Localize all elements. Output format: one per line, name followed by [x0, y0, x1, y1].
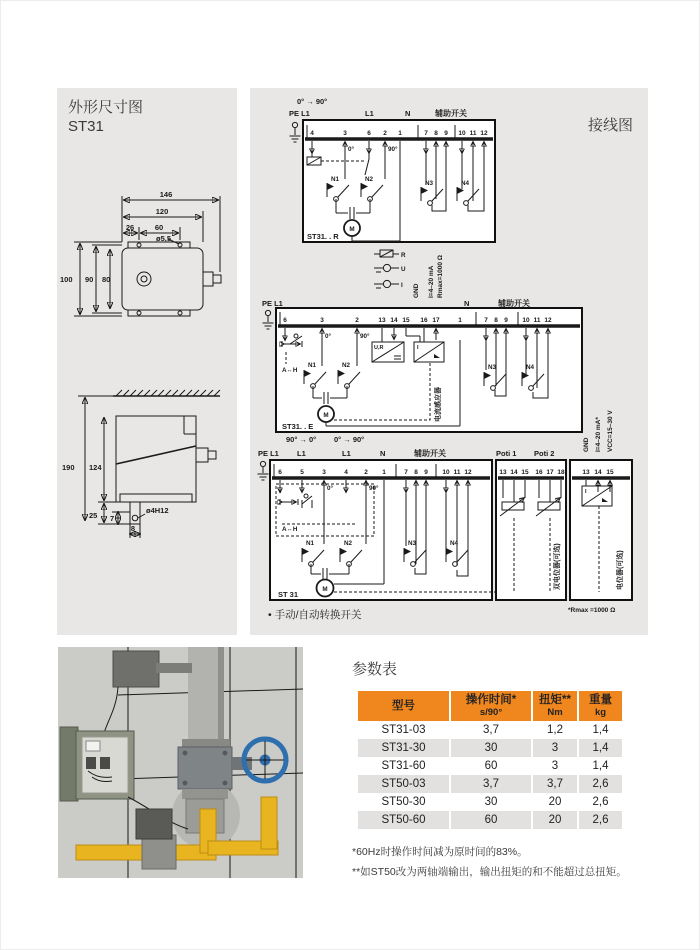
svg-text:8: 8	[494, 317, 498, 324]
d2-rmax-label: Rmax=1000 Ω	[437, 255, 444, 298]
d3-poti2-label: Poti 2	[534, 449, 555, 458]
table-row: ST50-60 60 20 2,6	[358, 811, 622, 829]
col-operating-time: 操作时间* s/90°	[450, 691, 532, 721]
svg-text:13: 13	[378, 317, 386, 324]
footnote-2: **如ST50改为两轴端输出，输出扭矩的和不能超过总扭矩。	[352, 866, 627, 878]
svg-text:16: 16	[535, 469, 543, 476]
d3-gnd-label: GND	[583, 437, 590, 452]
manual-auto-note: • 手动/自动转换开关	[268, 609, 362, 621]
svg-text:14: 14	[390, 317, 398, 324]
d3-sw-n3: N3	[408, 540, 417, 547]
svg-text:2: 2	[355, 317, 359, 324]
svg-text:12: 12	[464, 469, 472, 476]
d2-sensor-label: 电流感应器	[435, 387, 442, 422]
dim-146: 146	[159, 190, 173, 199]
svg-text:9: 9	[504, 317, 508, 324]
control-cabinet	[60, 727, 134, 801]
svg-text:11: 11	[453, 469, 461, 476]
svg-text:I: I	[417, 345, 419, 351]
d3-rot2-label: 0° → 90°	[334, 435, 365, 444]
d3-rot1-label: 90° → 0°	[286, 435, 317, 444]
pipe-fitting	[142, 835, 176, 869]
parameter-table	[358, 691, 622, 829]
d3-n-label: N	[380, 449, 386, 458]
dim-90: 90	[85, 275, 94, 284]
junction-box	[113, 651, 159, 687]
col-torque: 扭矩** Nm	[532, 691, 578, 721]
svg-text:16: 16	[420, 317, 428, 324]
d3-pe-l1-label: PE L1	[258, 449, 279, 458]
dim-190: 190	[62, 463, 75, 472]
d2-pe-l1-label: PE L1	[262, 299, 283, 308]
svg-text:10: 10	[522, 317, 530, 324]
dim-hole-55: ø5,5	[156, 234, 172, 243]
d2-aux-label: 辅助开关	[498, 299, 530, 308]
ground-icon	[258, 461, 269, 480]
d1-l1-label: L1	[365, 109, 374, 118]
d1-n-label: N	[405, 109, 411, 118]
d3-dual-poti-label: 双电位器(可选)	[554, 543, 561, 590]
d2-option-u: U	[401, 266, 406, 273]
col-weight: 重量 kg	[578, 691, 622, 721]
voltage-option-icon	[374, 264, 399, 272]
d2-sw-n2: N2	[342, 362, 351, 369]
d1-sw-n3: N3	[425, 180, 434, 187]
svg-text:15: 15	[521, 469, 529, 476]
d2-sw-n3: N3	[488, 364, 497, 371]
d1-sw-n2: N2	[365, 176, 374, 183]
wiring-diagram-st31r	[285, 95, 500, 247]
d2-name: ST31. . E	[282, 422, 314, 431]
d3-star: *	[279, 490, 282, 497]
svg-text:3: 3	[320, 317, 324, 324]
d2-sw-n1: N1	[308, 362, 317, 369]
svg-text:13: 13	[499, 469, 507, 476]
current-option-icon	[374, 280, 399, 288]
svg-text:M: M	[322, 586, 328, 593]
dim-60: 60	[154, 223, 164, 232]
svg-text:9: 9	[424, 469, 428, 476]
svg-text:12: 12	[544, 317, 552, 324]
svg-text:1: 1	[458, 317, 462, 324]
dim-124: 124	[89, 463, 102, 472]
dim-120: 120	[155, 207, 169, 216]
svg-text:2: 2	[364, 469, 368, 476]
svg-text:4: 4	[344, 469, 348, 476]
svg-text:6: 6	[367, 130, 371, 137]
col-model: 型号	[358, 691, 450, 721]
svg-text:15: 15	[402, 317, 410, 324]
side-view-drawing	[58, 372, 236, 572]
svg-text:10: 10	[458, 130, 466, 137]
dims-title: 外形尺寸图	[68, 99, 144, 116]
table-header-row	[358, 691, 622, 721]
d3-poti1-label: Poti 1	[496, 449, 517, 458]
wiring-title: 接线图	[588, 117, 634, 134]
d3-sw-n4: N4	[450, 540, 459, 547]
dim-7: 7	[110, 514, 115, 523]
small-actuator	[136, 809, 172, 839]
table-title: 参数表	[352, 661, 398, 678]
svg-text:17: 17	[432, 317, 440, 324]
table-row: ST50-30 30 20 2,6	[358, 793, 622, 811]
svg-text:3: 3	[322, 469, 326, 476]
d2-sw-n4: N4	[526, 364, 535, 371]
svg-text:14: 14	[510, 469, 518, 476]
svg-text:13: 13	[582, 469, 590, 476]
d2-ima-label: I=4–20 mA	[428, 265, 435, 298]
table-row: ST31-60 60 3 1,4	[358, 757, 622, 775]
d2-gnd-label: GND	[413, 283, 420, 298]
svg-text:3: 3	[343, 130, 347, 137]
svg-text:7: 7	[424, 130, 428, 137]
svg-text:M: M	[323, 412, 329, 419]
d2-n-label: N	[464, 299, 470, 308]
d1-deg0: 0°	[348, 146, 355, 153]
d3-single-terminal-numbers	[582, 469, 614, 476]
d3-aux-label: 辅助开关	[414, 449, 446, 458]
d3-rmax-label: *Rmax =1000 Ω	[568, 607, 616, 614]
table-row: ST31-03 3,7 1,2 1,4	[358, 721, 622, 739]
front-view-drawing	[58, 190, 236, 335]
svg-text:M: M	[349, 226, 355, 233]
svg-text:9: 9	[444, 130, 448, 137]
svg-text:6: 6	[278, 469, 282, 476]
svg-text:2: 2	[383, 130, 387, 137]
d3-deg90: 90°	[369, 485, 379, 492]
svg-text:4: 4	[310, 130, 314, 137]
dims-subtitle: ST31	[68, 118, 104, 135]
d1-aux-label: 辅助开关	[435, 109, 467, 118]
d1-sw-n1: N1	[331, 176, 340, 183]
ground-icon	[290, 122, 301, 142]
installation-photo	[58, 647, 303, 878]
d3-l1a-label: L1	[297, 449, 306, 458]
d1-pe-l1-label: PE L1	[289, 109, 310, 118]
ground-icon	[263, 310, 274, 329]
dim-25: 25	[89, 511, 98, 520]
d1-name: ST31. . R	[307, 232, 339, 241]
d3-sw-n2: N2	[344, 540, 353, 547]
d2-deg0: 0°	[325, 333, 332, 340]
dim-8: 8	[130, 524, 136, 533]
d3-l1b-label: L1	[342, 449, 351, 458]
d2-option-i: I	[401, 282, 403, 289]
svg-text:6: 6	[283, 317, 287, 324]
svg-text:1: 1	[398, 130, 402, 137]
svg-text:8: 8	[434, 130, 438, 137]
wiring-diagram-st31	[256, 378, 648, 628]
svg-text:5: 5	[300, 469, 304, 476]
svg-text:11: 11	[533, 317, 541, 324]
svg-text:7: 7	[404, 469, 408, 476]
dim-80: 80	[102, 275, 111, 284]
d2-deg90: 90°	[360, 333, 370, 340]
svg-text:14: 14	[594, 469, 602, 476]
d1-sw-n4: N4	[461, 180, 470, 187]
footnote-1: *60Hz时操作时间减为原时间的83%。	[352, 846, 528, 858]
resistor-option-icon	[374, 250, 399, 257]
svg-text:10: 10	[442, 469, 450, 476]
d1-rotation-label: 0° → 90°	[297, 97, 328, 106]
svg-text:11: 11	[469, 130, 477, 137]
d2-ah-label: A↔H	[282, 367, 298, 374]
svg-text:12: 12	[480, 130, 488, 137]
d3-deg0: 0°	[327, 485, 334, 492]
svg-text:8: 8	[414, 469, 418, 476]
d3-single-poti-label: 电位器(可选)	[617, 550, 624, 590]
d1-deg90: 90°	[388, 146, 398, 153]
svg-text:U,R: U,R	[374, 345, 384, 351]
d3-vcc-label: VCC=15–30 V	[607, 410, 614, 452]
d3-ah-label: A↔H	[282, 526, 298, 533]
table-row: ST50-03 3,7 3,7 2,6	[358, 775, 622, 793]
svg-text:1: 1	[382, 469, 386, 476]
d3-sw-n1: N1	[306, 540, 315, 547]
svg-text:18: 18	[557, 469, 565, 476]
svg-text:I: I	[585, 489, 587, 495]
dim-100: 100	[60, 275, 73, 284]
dim-26: 26	[125, 223, 135, 232]
d3-name: ST 31	[278, 590, 299, 599]
table-row: ST31-30 30 3 1,4	[358, 739, 622, 757]
svg-text:15: 15	[606, 469, 614, 476]
d3-ima-label: I=4–20 mA*	[595, 417, 602, 452]
d2-option-r: R	[401, 252, 406, 259]
dim-hole-4h12: ø4H12	[146, 506, 169, 515]
svg-text:7: 7	[484, 317, 488, 324]
svg-text:17: 17	[546, 469, 554, 476]
